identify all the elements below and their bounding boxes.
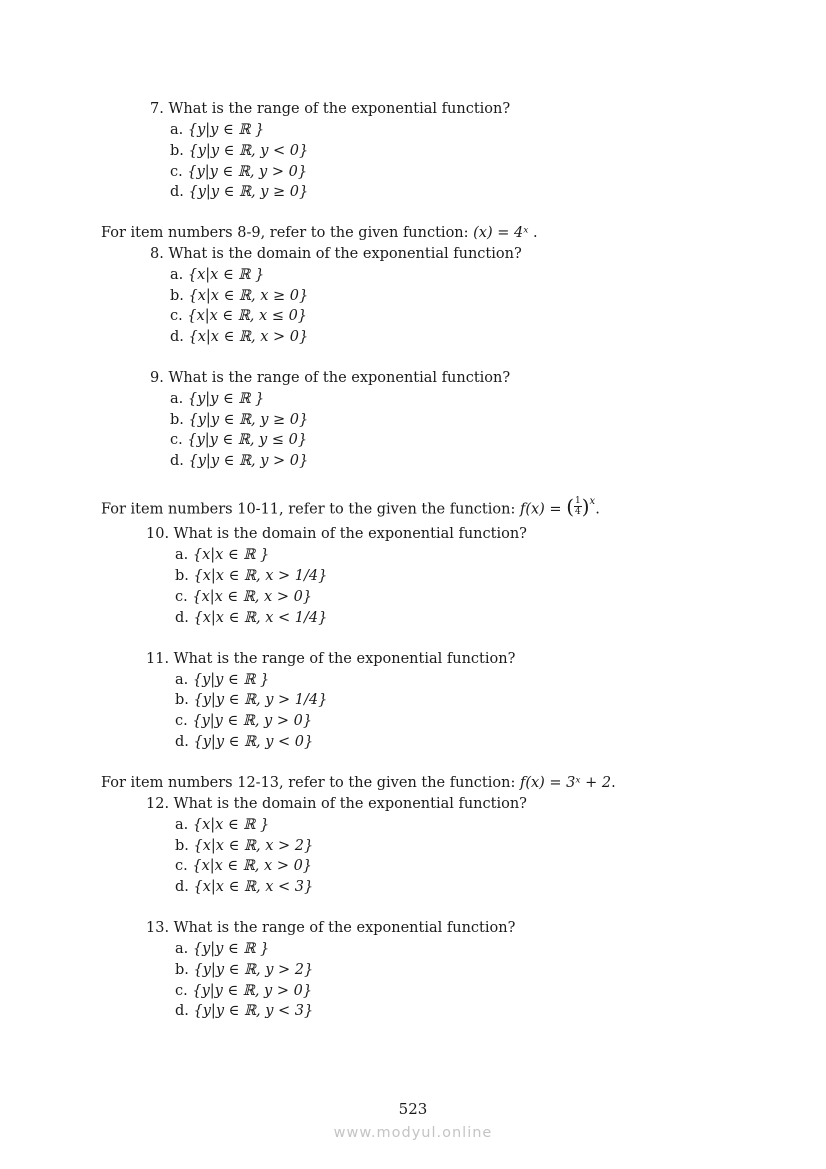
option-12a [175,815,269,835]
option-label: d. [175,734,189,750]
option-label: c. [170,164,183,180]
option-7d [170,182,308,202]
question-10 [146,524,527,544]
option-11a [175,670,269,690]
option-label: a. [175,547,189,563]
option-10c [175,587,312,607]
question-13 [146,918,515,938]
option-label: b. [175,838,189,854]
option-label: c. [170,432,183,448]
fraction-numerator: 1 [575,496,581,506]
question-number: 12. [146,796,170,812]
watermark: www.modyul.online [333,1125,493,1141]
instruction-text: For item numbers 12-13, refer to the given the function: [101,775,520,791]
option-text: {x|x ∈ ℝ, x > 2} [193,838,314,854]
question-7 [150,99,510,119]
option-label: c. [175,713,188,729]
question-11 [146,649,515,669]
option-10b [175,566,327,586]
option-12d [175,877,313,897]
option-label: c. [175,983,188,999]
question-12 [146,794,527,814]
question-prompt: What is the range of the exponential function? [168,370,511,386]
option-10d [175,608,327,628]
option-13d [175,1001,313,1021]
option-text: {y|y ∈ ℝ, y ≥ 0} [188,184,309,200]
option-text: {x|x ∈ ℝ, x < 3} [193,879,314,895]
option-label: b. [170,412,184,428]
option-label: c. [175,858,188,874]
option-8b [170,286,308,306]
instruction-text: For item numbers 10-11, refer to the given the function: [101,501,520,518]
option-13b [175,960,313,980]
option-text: {y|y ∈ ℝ, y < 3} [193,1003,314,1019]
option-8c [170,306,307,326]
option-13c [175,981,312,1001]
option-text: {y|y ∈ ℝ, y < 0} [188,143,309,159]
option-text: {x|x ∈ ℝ } [192,817,270,833]
option-text: {y|y ∈ ℝ, y > 1/4} [193,692,328,708]
fraction-group: ( $\frac{1}{4}$ )$^x$ [566,494,596,519]
option-text: {y|y ∈ ℝ, y > 0} [188,453,309,469]
option-label: b. [175,692,189,708]
option-7a [170,120,264,140]
option-label: a. [170,267,184,283]
question-prompt: What is the range of the exponential function? [173,651,516,667]
option-text: {y|y ∈ ℝ } [187,122,265,138]
question-number: 9. [150,370,164,386]
option-text: {y|y ∈ ℝ } [187,391,265,407]
option-text: {x|x ∈ ℝ, x > 0} [192,589,313,605]
option-12b [175,836,313,856]
instruction-end: . [528,225,538,241]
option-text: {x|x ∈ ℝ, x > 0} [192,858,313,874]
option-9b [170,410,308,430]
fraction-denominator: 4 [575,507,581,517]
instruction-end: . [611,775,616,791]
option-label: a. [170,122,184,138]
option-text: {x|x ∈ ℝ, x > 1/4} [193,568,328,584]
question-prompt: What is the domain of the exponential function? [173,796,527,812]
question-8 [150,244,522,264]
instruction-text: For item numbers 8-9, refer to the given function: [101,225,474,241]
option-11d [175,732,313,752]
option-text: {y|y ∈ ℝ } [192,941,270,957]
instruction-items-12-13 [101,773,616,793]
question-prompt: What is the range of the exponential function? [173,920,516,936]
option-label: d. [170,453,184,469]
option-label: b. [175,568,189,584]
option-label: a. [170,391,184,407]
question-number: 13. [146,920,170,936]
function-expression: f(x) = 3ˣ + 2 [519,775,612,791]
option-text: {y|y ∈ ℝ, y > 0} [187,164,308,180]
instruction-end: . [595,501,600,518]
option-text: {x|x ∈ ℝ, x < 1/4} [193,610,328,626]
option-text: {x|x ∈ ℝ } [192,547,270,563]
question-9 [150,368,510,388]
question-prompt: What is the domain of the exponential function? [173,526,527,542]
option-7c [170,162,307,182]
option-text: {y|y ∈ ℝ, y > 0} [192,713,313,729]
option-7b [170,141,308,161]
question-number: 10. [146,526,170,542]
option-9a [170,389,264,409]
option-9d [170,451,308,471]
option-label: a. [175,941,189,957]
question-number: 7. [150,101,164,117]
option-label: d. [175,879,189,895]
question-prompt: What is the range of the exponential function? [168,101,511,117]
option-8d [170,327,308,347]
option-label: d. [170,329,184,345]
option-label: d. [175,610,189,626]
option-text: {y|y ∈ ℝ, y ≤ 0} [187,432,308,448]
option-label: d. [170,184,184,200]
option-11c [175,711,312,731]
question-number: 11. [146,651,170,667]
option-label: c. [170,308,183,324]
option-label: b. [170,143,184,159]
option-text: {x|x ∈ ℝ, x ≥ 0} [188,288,309,304]
option-11b [175,690,327,710]
option-8a [170,265,264,285]
option-text: {y|y ∈ ℝ } [192,672,270,688]
option-9c [170,430,307,450]
option-label: a. [175,817,189,833]
function-expression: (x) = 4ˣ [473,225,529,241]
option-text: {y|y ∈ ℝ, y > 2} [193,962,314,978]
option-text: {y|y ∈ ℝ, y ≥ 0} [188,412,309,428]
option-10a [175,545,269,565]
instruction-items-10-11 [101,494,600,520]
option-12c [175,856,312,876]
fraction-exponent: x [589,496,596,507]
option-label: a. [175,672,189,688]
option-label: b. [170,288,184,304]
question-prompt: What is the domain of the exponential function? [168,246,522,262]
option-13a [175,939,269,959]
instruction-items-8-9 [101,223,538,243]
option-text: {y|y ∈ ℝ, y > 0} [192,983,313,999]
function-lhs: f(x) = [519,501,567,518]
option-label: c. [175,589,188,605]
question-number: 8. [150,246,164,262]
option-label: b. [175,962,189,978]
page-number: 523 [398,1100,428,1118]
option-text: {x|x ∈ ℝ, x ≤ 0} [187,308,308,324]
option-text: {x|x ∈ ℝ } [187,267,265,283]
option-text: {x|x ∈ ℝ, x > 0} [188,329,309,345]
option-label: d. [175,1003,189,1019]
option-text: {y|y ∈ ℝ, y < 0} [193,734,314,750]
